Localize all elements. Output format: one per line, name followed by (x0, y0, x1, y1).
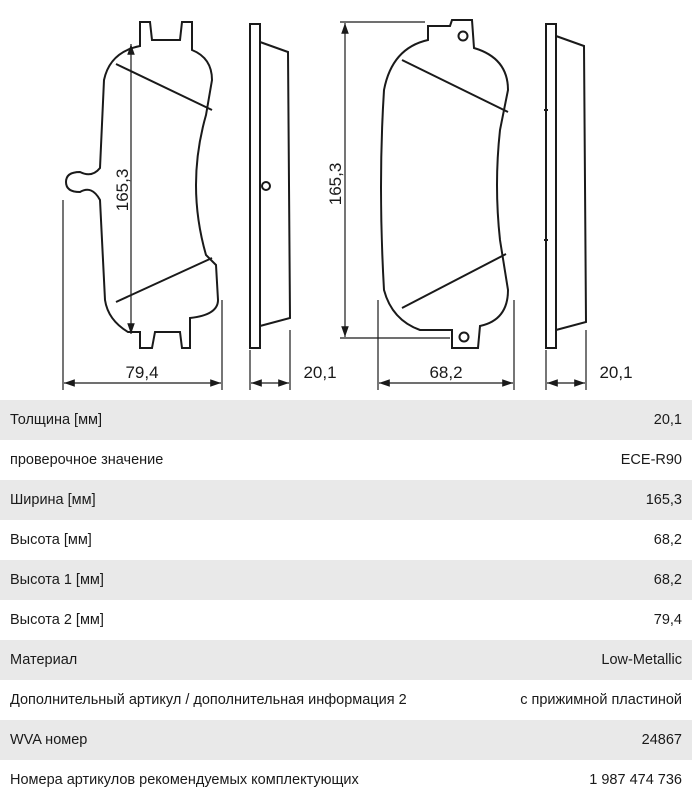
spec-row-additional-info (0, 680, 692, 720)
spec-value: 165,3 (645, 492, 682, 508)
spec-label: Номера артикулов рекомендуемых комплектующих (10, 772, 359, 788)
pad1-width-label: 79,4 (125, 363, 159, 382)
specifications-table (0, 400, 692, 800)
spec-value: 79,4 (653, 612, 682, 628)
spec-label: Дополнительный артикул / дополнительная информация 2 (10, 692, 407, 708)
spec-row-material (0, 640, 692, 680)
spec-value: Low-Metallic (601, 652, 682, 668)
pad1-height-label: 165,3 (113, 168, 132, 212)
spec-value: 1 987 474 736 (589, 772, 682, 788)
spec-value: 68,2 (653, 532, 682, 548)
spec-row-test-value (0, 440, 692, 480)
spec-label: Высота [мм] (10, 532, 92, 548)
pad2-front-view (381, 20, 508, 348)
pad1-front-view (66, 22, 218, 348)
pad2-height-label: 165,3 (326, 162, 345, 206)
pad2-width-label: 68,2 (429, 363, 463, 382)
spec-label: Высота 1 [мм] (10, 572, 104, 588)
spec-label: Ширина [мм] (10, 492, 96, 508)
spec-row-height (0, 520, 692, 560)
spec-label: Толщина [мм] (10, 412, 103, 428)
spec-row-wva-number (0, 720, 692, 760)
spec-label: WVA номер (10, 732, 88, 748)
pad1-side-view (250, 24, 290, 348)
pad1-thickness-dimension (250, 330, 290, 390)
spec-row-thickness (0, 400, 692, 440)
pad1-thickness-label: 20,1 (303, 363, 337, 382)
spec-label: проверочное значение (10, 452, 164, 468)
spec-row-height-1 (0, 560, 692, 600)
spec-value: 20,1 (653, 412, 682, 428)
pad2-side-view (544, 24, 586, 348)
spec-label: Материал (10, 652, 78, 668)
spec-value: с прижимной пластиной (520, 692, 682, 708)
spec-value: 68,2 (653, 572, 682, 588)
spec-value: ECE-R90 (620, 452, 682, 468)
spec-value: 24867 (641, 732, 682, 748)
pad1-width-dimension (63, 200, 222, 390)
spec-row-height-2 (0, 600, 692, 640)
pad2-thickness-dimension (546, 330, 586, 390)
spec-label: Высота 2 [мм] (10, 612, 104, 628)
pad2-thickness-label: 20,1 (599, 363, 633, 382)
spec-row-width (0, 480, 692, 520)
spec-row-recommended-parts (0, 760, 692, 800)
